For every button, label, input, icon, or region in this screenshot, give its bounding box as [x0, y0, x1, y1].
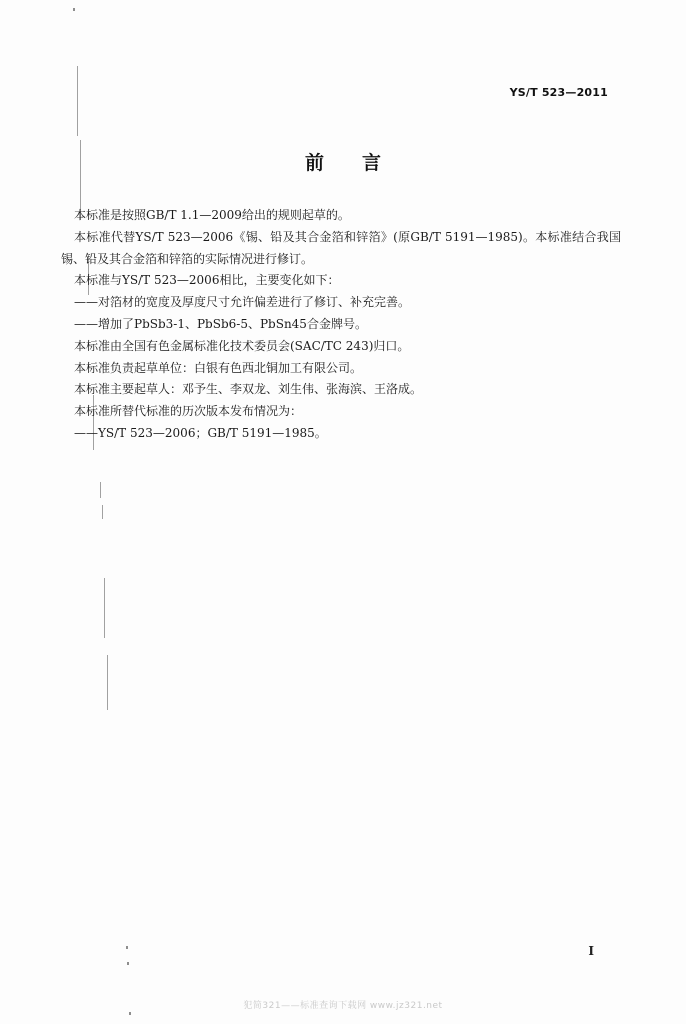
- paragraph-replacement: 本标准代替YS/T 523—2006《锡、铅及其合金箔和锌箔》(原GB/T 5191—1985)。本标准结合我国锡、铅及其合金箔和锌箔的实际情况进行修订。: [61, 229, 621, 266]
- paragraph-history-intro: 本标准所替代标准的历次版本发布情况为：: [74, 404, 303, 419]
- scan-artifact: [77, 66, 78, 136]
- foreword-body: [61, 205, 621, 445]
- list-item-change-tolerance: ——对箔材的宽度及厚度尺寸允许偏差进行了修订、补充完善。: [74, 295, 411, 310]
- paragraph-committee: 本标准由全国有色金属标准化技术委员会(SAC/TC 243)归口。: [74, 338, 410, 353]
- scan-artifact: [100, 482, 101, 498]
- scan-artifact: [73, 8, 75, 11]
- scan-artifact: [107, 655, 108, 710]
- list-item-history: ——YS/T 523—2006；GB/T 5191—1985。: [74, 425, 327, 440]
- paragraph-changes-intro: 本标准与YS/T 523—2006相比，主要变化如下：: [74, 273, 340, 288]
- page-number: I: [588, 944, 594, 958]
- standard-code: YS/T 523—2011: [509, 86, 608, 99]
- scan-artifact: [104, 578, 105, 638]
- list-item-change-alloys: ——增加了PbSb3-1、PbSb6-5、PbSn45合金牌号。: [74, 316, 367, 331]
- paragraph-drafting-unit: 本标准负责起草单位：白银有色西北铜加工有限公司。: [74, 360, 363, 375]
- paragraph-drafters: 本标准主要起草人：邓予生、李双龙、刘生伟、张海滨、王洛成。: [74, 382, 423, 397]
- scan-artifact: [126, 946, 128, 949]
- page-title: 前言: [304, 152, 419, 174]
- scan-artifact: [102, 505, 103, 519]
- watermark: 犯简321——标准查询下载网 www.jz321.net: [243, 1001, 443, 1011]
- scan-artifact: [129, 1012, 131, 1015]
- scan-artifact: [127, 962, 129, 965]
- paragraph-drafting-rules: 本标准是按照GB/T 1.1—2009给出的规则起草的。: [74, 208, 350, 222]
